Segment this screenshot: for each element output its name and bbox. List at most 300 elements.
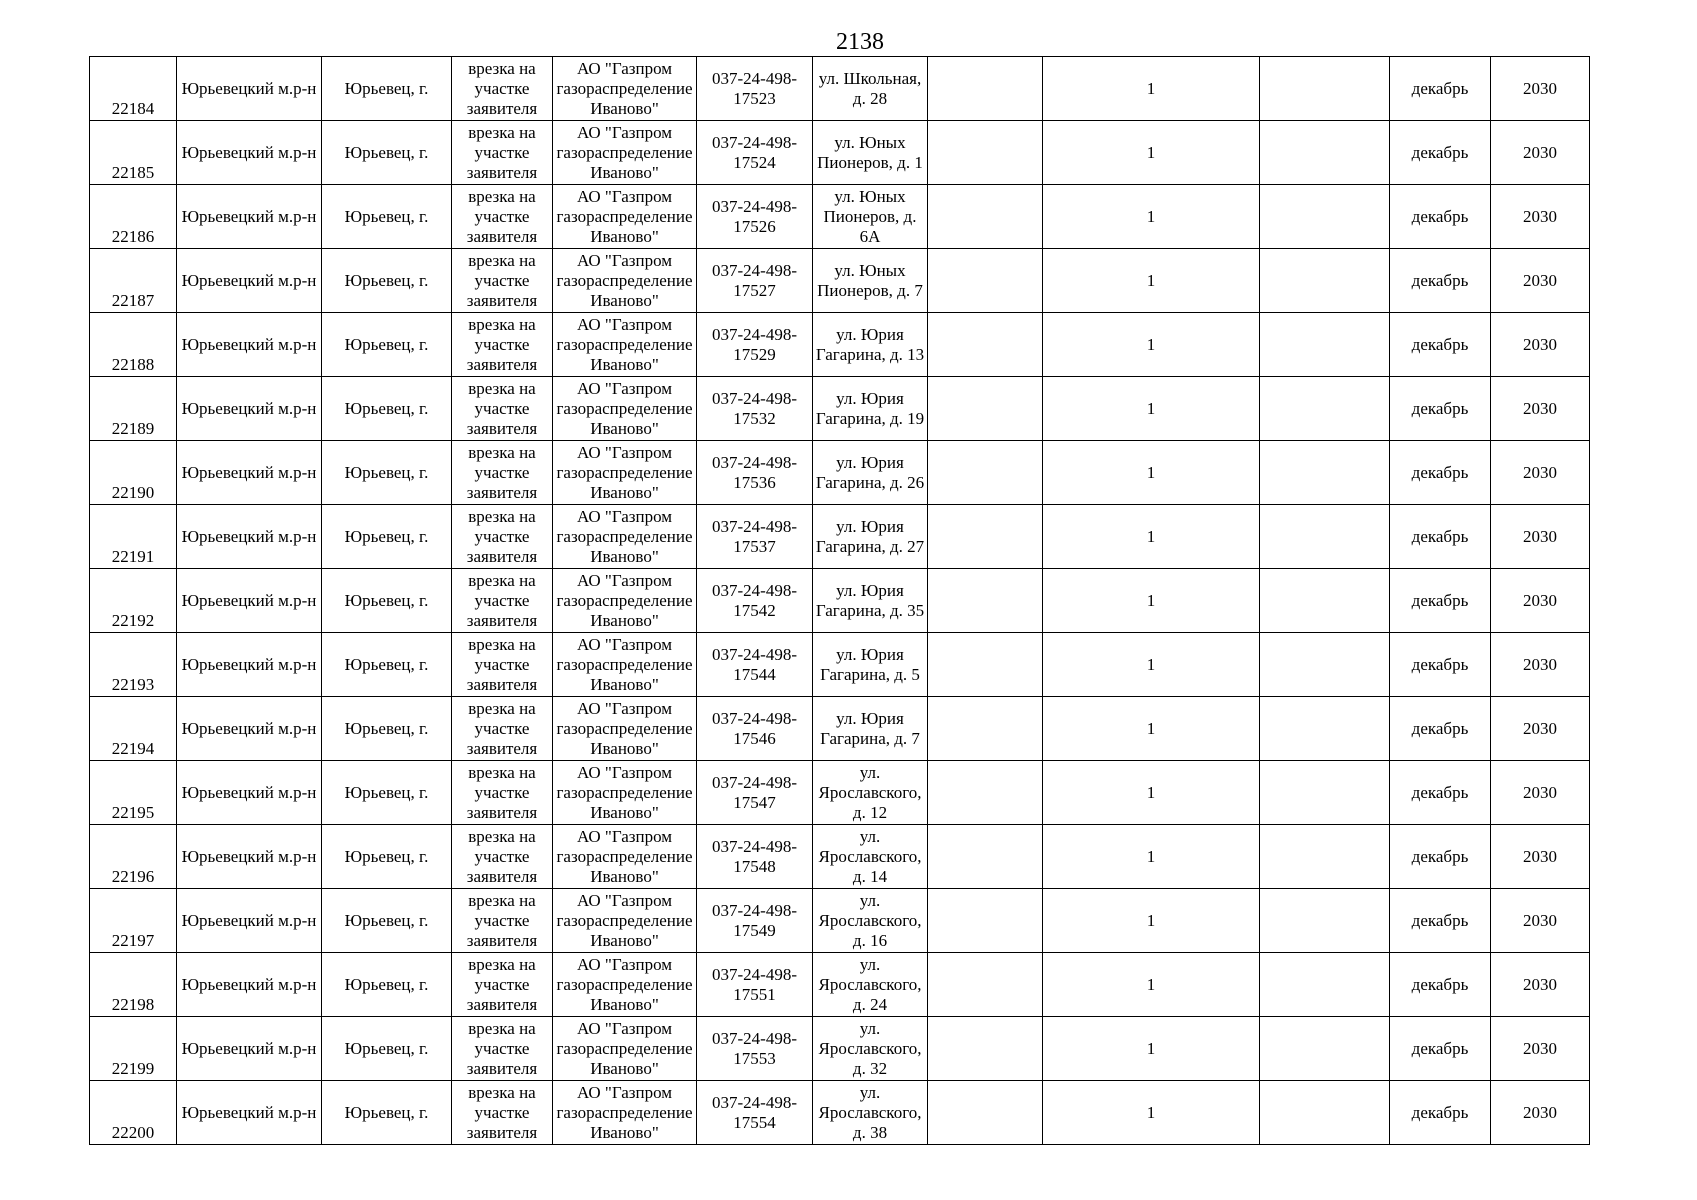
city-cell-text: Юрьевец, г. [344,1102,429,1122]
table-row [90,1081,1590,1145]
city-cell [322,249,452,313]
city-cell-text: Юрьевец, г. [344,462,429,482]
connection-method-cell-text: врезка на участке заявителя [466,122,538,182]
records-table [89,56,1590,1145]
district-cell-text: Юрьевецкий м.р-н [181,1102,317,1122]
year-cell-text: 2030 [1523,782,1557,802]
organization-cell [553,1081,697,1145]
row-number [90,697,177,761]
object-code-cell-text: 037-24-498-17542 [712,580,797,620]
month-cell-text: декабрь [1411,974,1469,994]
organization-cell [553,185,697,249]
object-code-cell [697,761,813,825]
district-cell [177,185,322,249]
organization-cell [553,889,697,953]
connection-method-cell-text: врезка на участке заявителя [466,762,538,822]
year-cell [1491,441,1590,505]
address-cell-text: ул. Юрия Гагарина, д. 5 [820,644,920,684]
empty-cell [928,441,1043,505]
connection-method-cell [452,953,553,1017]
empty-cell [1260,249,1390,313]
object-code-cell-text: 037-24-498-17532 [712,388,797,428]
year-cell-text: 2030 [1523,78,1557,98]
year-cell [1491,569,1590,633]
empty-cell [928,825,1043,889]
connection-method-cell-text: врезка на участке заявителя [466,1082,538,1142]
month-cell [1390,185,1491,249]
city-cell-text: Юрьевец, г. [344,334,429,354]
connection-method-cell-text: врезка на участке заявителя [466,314,538,374]
connection-method-cell [452,633,553,697]
district-cell [177,697,322,761]
address-cell-text: ул. Юрия Гагарина, д. 26 [815,452,925,492]
month-cell-text: декабрь [1411,846,1469,866]
empty-cell [1260,697,1390,761]
quantity-cell-text: 1 [1146,846,1156,866]
district-cell-text: Юрьевецкий м.р-н [181,654,317,674]
city-cell [322,825,452,889]
city-cell [322,121,452,185]
address-cell [813,633,928,697]
city-cell-text: Юрьевец, г. [344,206,429,226]
address-cell-text: ул. Ярославского, д. 16 [818,890,922,950]
organization-cell [553,377,697,441]
row-number-text: 22192 [111,611,155,630]
district-cell [177,953,322,1017]
district-cell [177,1081,322,1145]
connection-method-cell [452,249,553,313]
city-cell [322,889,452,953]
row-number-text: 22199 [111,1059,155,1078]
table-row [90,57,1590,121]
empty-cell [928,249,1043,313]
city-cell-text: Юрьевец, г. [344,526,429,546]
district-cell-text: Юрьевецкий м.р-н [181,718,317,738]
month-cell [1390,569,1491,633]
quantity-cell [1043,825,1260,889]
address-cell [813,1081,928,1145]
row-number-text: 22191 [111,547,155,566]
connection-method-cell-text: врезка на участке заявителя [466,186,538,246]
organization-cell-text: АО "Газпром газораспределение Иваново" [556,186,693,246]
empty-cell [928,1017,1043,1081]
row-number-text: 22185 [111,163,155,182]
quantity-cell-text: 1 [1146,462,1156,482]
city-cell-text: Юрьевец, г. [344,910,429,930]
organization-cell-text: АО "Газпром газораспределение Иваново" [556,954,693,1014]
quantity-cell-text: 1 [1146,270,1156,290]
quantity-cell [1043,953,1260,1017]
table-row [90,761,1590,825]
object-code-cell-text: 037-24-498-17554 [712,1092,797,1132]
address-cell [813,121,928,185]
year-cell-text: 2030 [1523,846,1557,866]
year-cell [1491,633,1590,697]
organization-cell-text: АО "Газпром газораспределение Иваново" [556,314,693,374]
row-number [90,57,177,121]
object-code-cell [697,57,813,121]
quantity-cell-text: 1 [1146,910,1156,930]
district-cell [177,377,322,441]
organization-cell [553,761,697,825]
month-cell [1390,313,1491,377]
quantity-cell [1043,249,1260,313]
empty-cell [1260,313,1390,377]
table-row [90,377,1590,441]
connection-method-cell-text: врезка на участке заявителя [466,954,538,1014]
table-row [90,697,1590,761]
month-cell-text: декабрь [1411,398,1469,418]
organization-cell [553,249,697,313]
object-code-cell-text: 037-24-498-17526 [712,196,797,236]
organization-cell-text: АО "Газпром газораспределение Иваново" [556,890,693,950]
city-cell-text: Юрьевец, г. [344,718,429,738]
connection-method-cell [452,441,553,505]
organization-cell [553,825,697,889]
empty-cell [928,121,1043,185]
month-cell-text: декабрь [1411,718,1469,738]
object-code-cell-text: 037-24-498-17524 [712,132,797,172]
object-code-cell [697,441,813,505]
address-cell-text: ул. Юных Пионеров, д. 1 [817,132,923,172]
district-cell [177,313,322,377]
organization-cell [553,569,697,633]
row-number-text: 22195 [111,803,155,822]
city-cell [322,953,452,1017]
month-cell [1390,889,1491,953]
row-number [90,889,177,953]
district-cell [177,633,322,697]
month-cell-text: декабрь [1411,1102,1469,1122]
quantity-cell-text: 1 [1146,1038,1156,1058]
table-row [90,569,1590,633]
month-cell [1390,633,1491,697]
city-cell-text: Юрьевец, г. [344,398,429,418]
connection-method-cell-text: врезка на участке заявителя [466,634,538,694]
connection-method-cell [452,377,553,441]
connection-method-cell-text: врезка на участке заявителя [466,58,538,118]
empty-cell [1260,1081,1390,1145]
month-cell [1390,1017,1491,1081]
row-number-text: 22193 [111,675,155,694]
month-cell [1390,377,1491,441]
row-number-text: 22184 [111,99,155,118]
table-row [90,505,1590,569]
month-cell-text: декабрь [1411,654,1469,674]
city-cell-text: Юрьевец, г. [344,1038,429,1058]
address-cell-text: ул. Юных Пионеров, д. 6А [823,186,917,246]
object-code-cell [697,1081,813,1145]
district-cell [177,761,322,825]
year-cell [1491,121,1590,185]
quantity-cell [1043,57,1260,121]
connection-method-cell-text: врезка на участке заявителя [466,506,538,566]
month-cell-text: декабрь [1411,526,1469,546]
district-cell-text: Юрьевецкий м.р-н [181,142,317,162]
empty-cell [928,697,1043,761]
quantity-cell [1043,313,1260,377]
row-number [90,1081,177,1145]
year-cell [1491,505,1590,569]
object-code-cell-text: 037-24-498-17544 [712,644,797,684]
city-cell [322,377,452,441]
year-cell [1491,57,1590,121]
year-cell-text: 2030 [1523,718,1557,738]
row-number-text: 22196 [111,867,155,886]
city-cell [322,505,452,569]
district-cell-text: Юрьевецкий м.р-н [181,206,317,226]
district-cell [177,825,322,889]
object-code-cell-text: 037-24-498-17547 [712,772,797,812]
connection-method-cell [452,889,553,953]
organization-cell [553,953,697,1017]
organization-cell [553,633,697,697]
address-cell-text: ул. Юрия Гагарина, д. 13 [815,324,925,364]
district-cell-text: Юрьевецкий м.р-н [181,782,317,802]
year-cell-text: 2030 [1523,334,1557,354]
table-row [90,633,1590,697]
quantity-cell-text: 1 [1146,590,1156,610]
object-code-cell-text: 037-24-498-17546 [712,708,797,748]
connection-method-cell [452,313,553,377]
organization-cell-text: АО "Газпром газораспределение Иваново" [556,762,693,822]
address-cell [813,761,928,825]
month-cell [1390,697,1491,761]
month-cell-text: декабрь [1411,462,1469,482]
city-cell-text: Юрьевец, г. [344,590,429,610]
address-cell-text: ул. Ярославского, д. 12 [818,762,922,822]
year-cell-text: 2030 [1523,526,1557,546]
connection-method-cell-text: врезка на участке заявителя [466,698,538,758]
quantity-cell [1043,377,1260,441]
address-cell-text: ул. Ярославского, д. 14 [818,826,922,886]
quantity-cell-text: 1 [1146,142,1156,162]
object-code-cell-text: 037-24-498-17551 [712,964,797,1004]
object-code-cell-text: 037-24-498-17549 [712,900,797,940]
year-cell-text: 2030 [1523,974,1557,994]
city-cell [322,1017,452,1081]
month-cell-text: декабрь [1411,206,1469,226]
connection-method-cell [452,825,553,889]
connection-method-cell [452,569,553,633]
connection-method-cell [452,57,553,121]
empty-cell [928,313,1043,377]
organization-cell-text: АО "Газпром газораспределение Иваново" [556,634,693,694]
object-code-cell-text: 037-24-498-17523 [712,68,797,108]
object-code-cell [697,953,813,1017]
connection-method-cell-text: врезка на участке заявителя [466,378,538,438]
month-cell-text: декабрь [1411,1038,1469,1058]
year-cell [1491,1017,1590,1081]
row-number-text: 22198 [111,995,155,1014]
address-cell-text: ул. Юрия Гагарина, д. 7 [820,708,920,748]
address-cell-text: ул. Юрия Гагарина, д. 19 [815,388,925,428]
object-code-cell-text: 037-24-498-17548 [712,836,797,876]
connection-method-cell [452,697,553,761]
year-cell [1491,889,1590,953]
address-cell-text: ул. Юных Пионеров, д. 7 [817,260,923,300]
year-cell-text: 2030 [1523,206,1557,226]
quantity-cell-text: 1 [1146,334,1156,354]
organization-cell [553,505,697,569]
quantity-cell-text: 1 [1146,974,1156,994]
row-number [90,569,177,633]
district-cell-text: Юрьевецкий м.р-н [181,398,317,418]
quantity-cell [1043,889,1260,953]
row-number [90,633,177,697]
address-cell [813,313,928,377]
month-cell-text: декабрь [1411,334,1469,354]
connection-method-cell-text: врезка на участке заявителя [466,570,538,630]
object-code-cell [697,249,813,313]
year-cell [1491,185,1590,249]
organization-cell-text: АО "Газпром газораспределение Иваново" [556,570,693,630]
object-code-cell [697,185,813,249]
quantity-cell-text: 1 [1146,654,1156,674]
address-cell-text: ул. Юрия Гагарина, д. 27 [815,516,925,556]
address-cell [813,953,928,1017]
month-cell [1390,761,1491,825]
empty-cell [928,57,1043,121]
empty-cell [1260,57,1390,121]
quantity-cell [1043,121,1260,185]
address-cell [813,697,928,761]
address-cell [813,57,928,121]
connection-method-cell-text: врезка на участке заявителя [466,442,538,502]
month-cell [1390,505,1491,569]
table-row [90,1017,1590,1081]
year-cell [1491,249,1590,313]
month-cell [1390,953,1491,1017]
organization-cell-text: АО "Газпром газораспределение Иваново" [556,506,693,566]
address-cell [813,441,928,505]
row-number [90,121,177,185]
quantity-cell [1043,569,1260,633]
year-cell-text: 2030 [1523,910,1557,930]
district-cell-text: Юрьевецкий м.р-н [181,590,317,610]
city-cell-text: Юрьевец, г. [344,270,429,290]
row-number [90,313,177,377]
table-row [90,889,1590,953]
address-cell-text: ул. Ярославского, д. 24 [818,954,922,1014]
city-cell [322,761,452,825]
address-cell-text: ул. Ярославского, д. 38 [818,1082,922,1142]
object-code-cell [697,697,813,761]
object-code-cell [697,1017,813,1081]
city-cell [322,569,452,633]
city-cell [322,441,452,505]
empty-cell [928,1081,1043,1145]
connection-method-cell [452,185,553,249]
row-number-text: 22194 [111,739,155,758]
district-cell-text: Юрьевецкий м.р-н [181,78,317,98]
object-code-cell [697,569,813,633]
row-number-text: 22189 [111,419,155,438]
address-cell [813,569,928,633]
address-cell [813,825,928,889]
empty-cell [1260,569,1390,633]
connection-method-cell [452,1017,553,1081]
district-cell-text: Юрьевецкий м.р-н [181,974,317,994]
connection-method-cell [452,121,553,185]
quantity-cell [1043,761,1260,825]
object-code-cell [697,633,813,697]
city-cell-text: Юрьевец, г. [344,654,429,674]
table-row [90,121,1590,185]
connection-method-cell-text: врезка на участке заявителя [466,1018,538,1078]
row-number [90,377,177,441]
table-row [90,249,1590,313]
table-body [90,57,1590,1145]
object-code-cell-text: 037-24-498-17536 [712,452,797,492]
object-code-cell [697,505,813,569]
row-number [90,505,177,569]
organization-cell [553,1017,697,1081]
year-cell [1491,697,1590,761]
district-cell-text: Юрьевецкий м.р-н [181,846,317,866]
row-number [90,185,177,249]
month-cell [1390,825,1491,889]
district-cell [177,505,322,569]
district-cell-text: Юрьевецкий м.р-н [181,526,317,546]
organization-cell [553,313,697,377]
month-cell-text: декабрь [1411,78,1469,98]
row-number-text: 22188 [111,355,155,374]
empty-cell [928,633,1043,697]
quantity-cell [1043,1081,1260,1145]
row-number [90,825,177,889]
month-cell [1390,57,1491,121]
organization-cell-text: АО "Газпром газораспределение Иваново" [556,1018,693,1078]
address-cell [813,889,928,953]
quantity-cell [1043,633,1260,697]
object-code-cell [697,121,813,185]
city-cell [322,633,452,697]
address-cell [813,377,928,441]
connection-method-cell-text: врезка на участке заявителя [466,826,538,886]
quantity-cell [1043,697,1260,761]
empty-cell [1260,953,1390,1017]
object-code-cell [697,825,813,889]
page-number: 2138 [836,29,884,55]
year-cell-text: 2030 [1523,654,1557,674]
row-number-text: 22200 [111,1123,155,1142]
row-number [90,761,177,825]
year-cell-text: 2030 [1523,590,1557,610]
address-cell-text: ул. Школьная, д. 28 [818,68,922,108]
empty-cell [928,761,1043,825]
row-number [90,249,177,313]
empty-cell [1260,889,1390,953]
organization-cell-text: АО "Газпром газораспределение Иваново" [556,1082,693,1142]
row-number-text: 22186 [111,227,155,246]
year-cell [1491,1081,1590,1145]
empty-cell [928,569,1043,633]
object-code-cell-text: 037-24-498-17529 [712,324,797,364]
month-cell [1390,441,1491,505]
empty-cell [928,185,1043,249]
empty-cell [928,953,1043,1017]
year-cell [1491,377,1590,441]
year-cell-text: 2030 [1523,1102,1557,1122]
district-cell [177,121,322,185]
empty-cell [1260,761,1390,825]
row-number-text: 22190 [111,483,155,502]
table-row [90,441,1590,505]
connection-method-cell-text: врезка на участке заявителя [466,890,538,950]
empty-cell [1260,121,1390,185]
empty-cell [1260,505,1390,569]
